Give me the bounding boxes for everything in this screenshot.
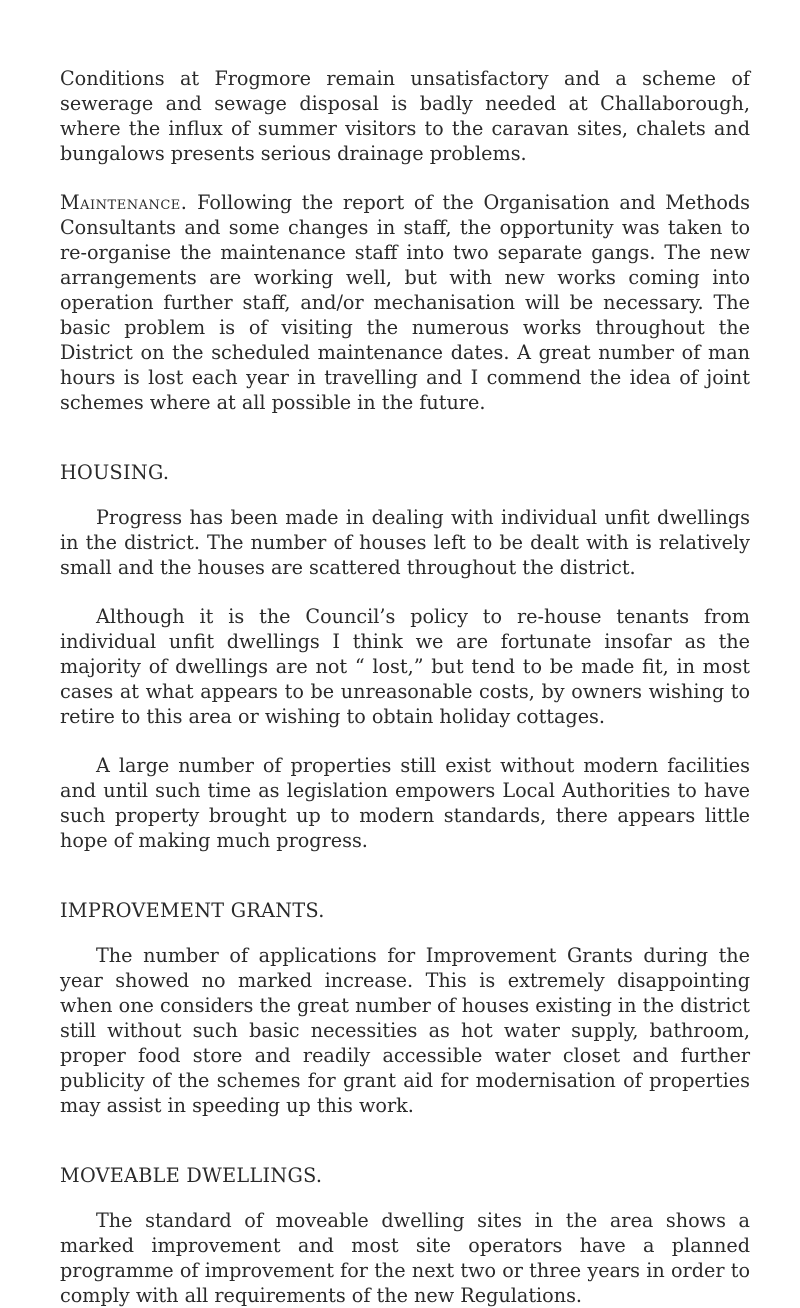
maintenance-run-in-heading: Maintenance. [60,191,188,214]
moveable-dwellings-paragraph: The standard of moveable dwelling sites in the area shows a marked improvement and most site operators have a planned programme of improvement for the next two or three years in order to comply with all requirements of the new Regulations. [60,1209,750,1307]
intro-paragraph: Conditions at Frogmore remain unsatisfactory and a scheme of sewerage and sewage disposal is badly needed at Challaborough, where the influx of summer visitors to the caravan sites, chalets and bungalows presents serious drainage problems. [60,67,750,165]
improvement-grants-heading: IMPROVEMENT GRANTS. [60,899,325,922]
document-page [60,66,750,1308]
housing-paragraph-3: A large number of properties still exist without modern facilities and until such time as legislation empowers Local Authorities to have such property brought up to modern standards, there appears little hope of making much progress. [60,754,750,852]
housing-heading: HOUSING. [60,461,170,484]
housing-paragraph-1: Progress has been made in dealing with individual unfit dwellings in the district. The number of houses left to be dealt with is relatively small and the houses are scattered throughout the district. [60,506,750,579]
housing-paragraph-2: Although it is the Council’s policy to re-house tenants from individual unfit dwellings I think we are fortunate insofar as the majority of dwellings are not “ lost,” but tend to be made fit, in most cases at what appears to be unreasonable costs, by owners wishing to retire to this area or wishing to obtain holiday cottages. [60,605,750,728]
maintenance-text: Following the report of the Organisation and Methods Consultants and some changes in staff, the opportunity was taken to re-organise the maintenance staff into two separate gangs. The new arrangements are working well, but with new works coming into operation further staff, and/or mechanisation will be necessary. The basic problem is of visiting the numerous works throughout the District on the scheduled maintenance dates. A great number of man hours is lost each year in travelling and I commend the idea of joint schemes where at all possible in the future. [60,191,750,414]
maintenance-paragraph [60,190,750,415]
improvement-grants-paragraph: The number of applications for Improvement Grants during the year showed no marked increase. This is extremely disappointing when one considers the great number of houses existing in the district still without such basic necessities as hot water supply, bathroom, proper food store and readily accessible water closet and further publicity of the schemes for grant aid for modernisation of properties may assist in speeding up this work. [60,944,750,1117]
moveable-dwellings-heading: MOVEABLE DWELLINGS. [60,1164,323,1187]
